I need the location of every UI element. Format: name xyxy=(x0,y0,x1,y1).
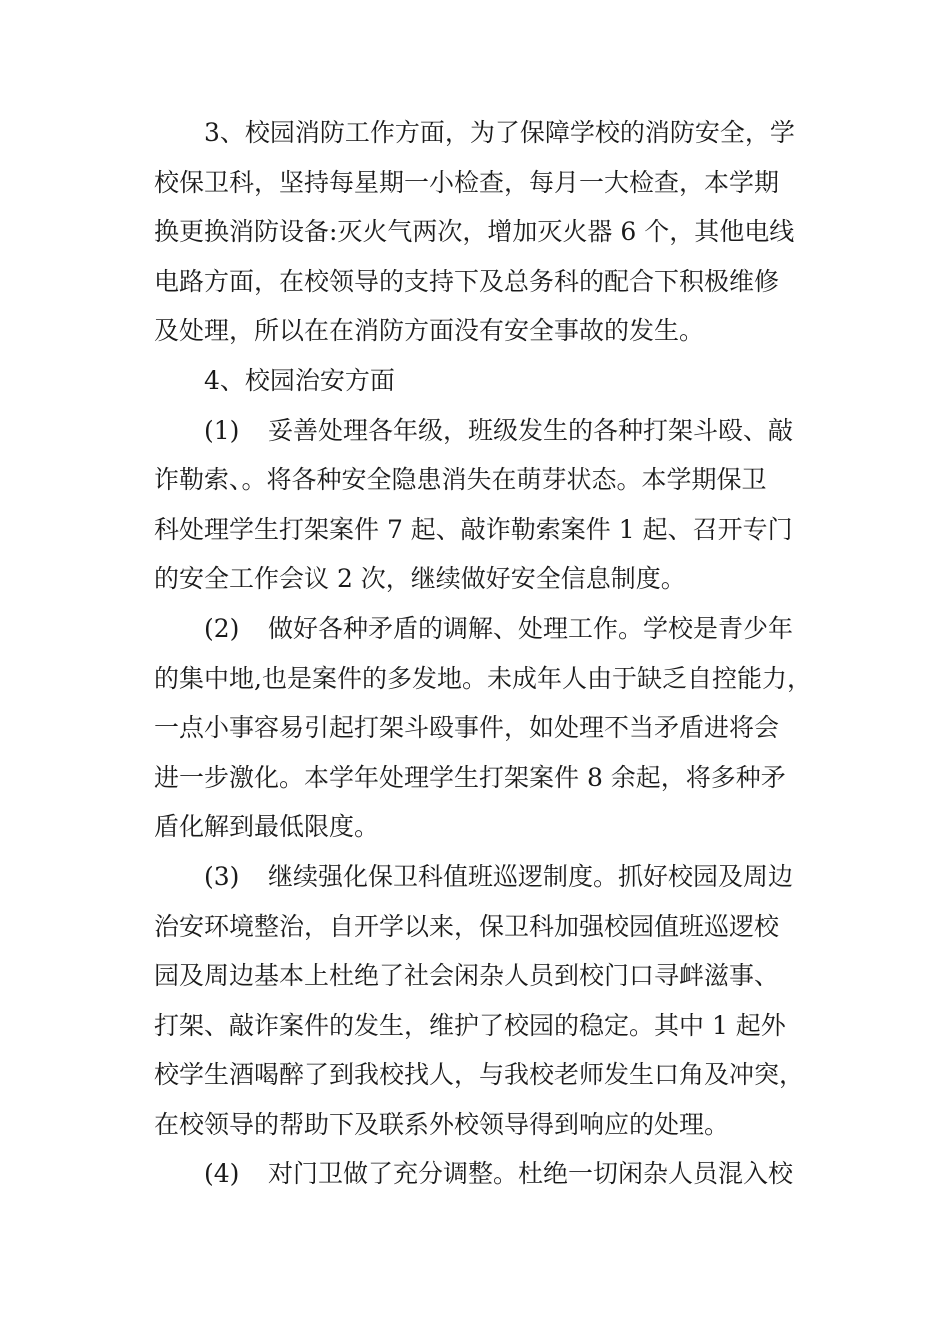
text-line xyxy=(154,852,814,902)
text-line: 盾化解到最低限度。 xyxy=(154,812,380,842)
text-line: 的安全工作会议 2 次，继续做好安全信息制度。 xyxy=(154,564,686,594)
text-line: 校学生酒喝醉了到我校找人，与我校老师发生口角及冲突， xyxy=(154,1060,805,1090)
item-text: 做好各种矛盾的调解、处理工作。学校是青少年 xyxy=(268,613,794,643)
paragraph-fire-safety xyxy=(154,108,814,356)
body-text xyxy=(154,108,814,1199)
section-heading-security xyxy=(154,356,814,406)
text-line: 3、校园消防工作方面，为了保障学校的消防安全，学 xyxy=(204,118,795,147)
text-line: 治安环境整治，自开学以来，保卫科加强校园值班巡逻校 xyxy=(154,911,780,941)
text-line: 的集中地,也是案件的多发地。未成年人由于缺乏自控能力， xyxy=(154,663,812,693)
text-line: 校保卫科，坚持每星期一小检查，每月一大检查，本学期 xyxy=(154,167,780,197)
paragraph-item-3 xyxy=(154,852,814,1150)
text-line: 打架、敲诈案件的发生，维护了校园的稳定。其中 1 起外 xyxy=(154,1010,786,1040)
text-line: 科处理学生打架案件 7 起、敲诈勒索案件 1 起、召开专门 xyxy=(154,514,793,544)
item-text: 妥善处理各年级，班级发生的各种打架斗殴、敲 xyxy=(268,415,794,445)
paragraph-item-4 xyxy=(154,1149,814,1199)
text-line xyxy=(154,604,814,654)
paragraph-item-1 xyxy=(154,406,814,604)
text-line: 换更换消防设备:灭火气两次，增加灭火器 6 个，其他电线 xyxy=(154,217,795,247)
paragraph-item-2 xyxy=(154,604,814,852)
item-number: (2) xyxy=(204,613,240,643)
item-number: (4) xyxy=(204,1159,240,1189)
text-line: 在校领导的帮助下及联系外校领导得到响应的处理。 xyxy=(154,1109,730,1139)
item-text: 对门卫做了充分调整。杜绝一切闲杂人员混入校 xyxy=(268,1159,794,1189)
text-line: 进一步激化。本学年处理学生打架案件 8 余起，将多种矛 xyxy=(154,762,786,792)
text-line: 及处理，所以在在消防方面没有安全事故的发生。 xyxy=(154,316,705,346)
item-number: (1) xyxy=(204,415,240,445)
text-line: 园及周边基本上杜绝了社会闲杂人员到校门口寻衅滋事、 xyxy=(154,961,780,991)
text-line: 一点小事容易引起打架斗殴事件，如处理不当矛盾进将会 xyxy=(154,713,780,743)
text-line xyxy=(154,1149,814,1199)
item-number: (3) xyxy=(204,861,240,891)
text-line: 电路方面，在校领导的支持下及总务科的配合下积极维修 xyxy=(154,266,780,296)
item-text: 继续强化保卫科值班巡逻制度。抓好校园及周边 xyxy=(268,861,794,891)
text-line: 诈勒索、。将各种安全隐患消失在萌芽状态。本学期保卫 xyxy=(154,465,767,495)
text-line xyxy=(154,406,814,456)
text-line: 4、校园治安方面 xyxy=(204,365,395,395)
